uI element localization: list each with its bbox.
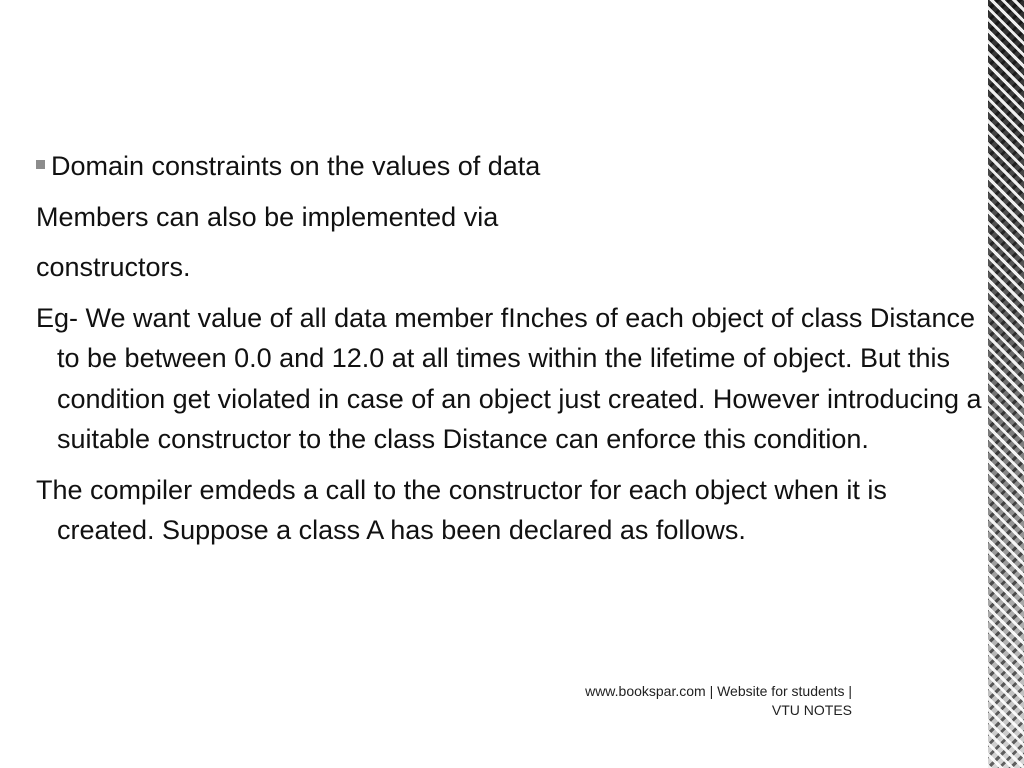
decorative-side-frame (988, 0, 1024, 768)
paragraph-members: Members can also be implemented via (36, 201, 499, 232)
square-bullet-icon (36, 160, 45, 169)
bullet-item (36, 146, 991, 187)
footer-line-1: www.bookspar.com | Website for students | (585, 683, 852, 699)
footer (532, 682, 852, 720)
paragraph-compiler: The compiler emdeds a call to the constructor for each object when it is created. Suppose a class A has been declared as follows. (36, 474, 887, 545)
bullet-text: Domain constraints on the values of data (51, 151, 541, 181)
paragraph-constructors: constructors. (36, 252, 191, 282)
footer-line-2: VTU NOTES (771, 702, 852, 718)
slide-body (36, 146, 991, 561)
paragraph-example: Eg- We want value of all data member fInches of each object of class Distance to be between 0.0 and 12.0 at all times within the lifetime of object. But this condition get violated in case of an object just created. However introducing a suitable constructor to the class Distance can enforce this condition. (36, 302, 982, 454)
